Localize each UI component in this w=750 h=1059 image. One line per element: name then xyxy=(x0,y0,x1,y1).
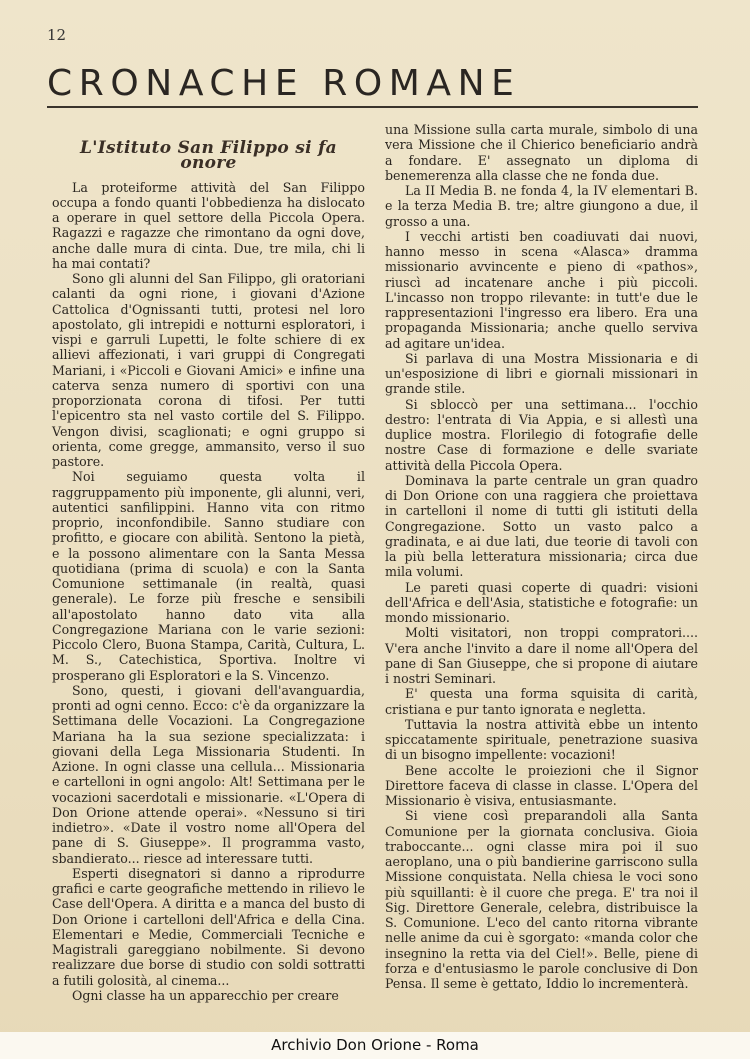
archive-footer xyxy=(0,1032,750,1059)
paragraph: Ogni classe ha un apparecchio per creare xyxy=(72,987,339,1003)
paragraph: Molti visitatori, non troppi compratori.... V'era anche l'invito a dare il nome all'Opera del pane di San Giuseppe, che si propone di aiutare i nostri Seminari. xyxy=(385,625,698,686)
paragraph: Bene accolte le proiezioni che il Signor Direttore faceva di classe in classe. L'Opera del Missionario è visiva, entusiasmante. xyxy=(385,762,698,808)
paragraph: Esperti disegnatori si danno a riprodurre grafici e carte geografiche mettendo in rilievo le Case dell'Opera. A diritta e a manca del busto di Don Orione i cartelloni dell'Africa e della Cina. Elementari e Medie, Commerciali Tecniche e Magistrali gareggiano nobilmente. Si devono realizzare due borse di studio con soldi sottratti a futili golosità, al cinema... xyxy=(52,865,365,988)
paragraph: Si sbloccò per una settimana... l'occhio destro: l'entrata di Via Appia, e si allestì una duplice mostra. Florilegio di fotografie delle nostre Case di formazione e delle svariate attività della Piccola Opera. xyxy=(385,396,698,473)
paragraph: Si parlava di una Mostra Missionaria e di un'esposizione di libri e giornali missionari in grande stile. xyxy=(385,350,698,397)
title-rule xyxy=(47,106,698,108)
paragraph: E' questa una forma squisita di carità, cristiana e pur tanto ignorata e negletta. xyxy=(385,686,698,717)
article-heading: L'Istituto San Filippo si fa onore xyxy=(79,138,338,174)
paragraph: La II Media B. ne fonda 4, la IV elementari B. e la terza Media B. tre; altre giungono a due, il grosso a una. xyxy=(385,183,698,229)
section-title: CRONACHE ROMANE xyxy=(47,63,521,104)
paragraph: Le pareti quasi coperte di quadri: visioni dell'Africa e dell'Asia, statistiche e fotografie: un mondo missionario. xyxy=(385,579,698,625)
paragraph: Sono gli alunni del San Filippo, gli oratoriani calanti da ogni rione, i giovani d'Azione Cattolica d'Ognissanti tutti, protesi nel loro apostolato, gli intrepidi e notturni esploratori, i vispi e garruli Lupetti, le folte schiere di ex allievi affezionati, i vari gruppi di Congregati Mariani, i «Piccoli e Giovani Amici» e infine una caterva senza numero di sportivi con una proporzionata corona di tifosi. Per tutti l'epicentro sta nel vasto cortile del S. Filippo. Vengon divisi, scaglionati; e ogni gruppo si orienta, come gregge, ammansito, verso il suo pastore. xyxy=(52,271,365,469)
paragraph: La proteiforme attività del San Filippo occupa a fondo quanti l'obbedienza ha dislocato a operare in quel settore della Piccola Opera. Ragazzi e ragazze che rimontano da ogni dove, anche dalle mura di cinta. Due, tre mila, chi li ha mai contati? xyxy=(52,179,365,271)
paragraph: I vecchi artisti ben coadiuvati dai nuovi, hanno messo in scena «Alasca» dramma missionario avvincente e pieno di «pathos», riuscì ad incatenare anche i più piccoli. L'incasso non troppo rilevante: in tutt'e due le rappresentazioni l'ingresso era libero. Era una propaganda Missionaria; anche quello serviva ad agitare un'idea. xyxy=(385,228,698,351)
paragraph: una Missione sulla carta murale, simbolo di una vera Missione che il Chierico beneficiario andrà a fondare. E' assegnato un diploma di benemerenza alla classe che ne fonda due. xyxy=(385,122,698,183)
paragraph: Si viene così preparandoli alla Santa Comunione per la giornata conclusiva. Gioia traboccante... ogni classe mira poi il suo aeroplano, una o più bandierine garriscono sulla Missione conquistata. Nella chiesa le voci sono più squillanti: è il cuore che prega. E' tra noi il Sig. Direttore Generale, celebra, distribuisce la S. Comunione. L'eco del canto ritorna vibrante nelle anime da cui è sgorgato: «manda color che insegnino la retta via del Ciel!». Belle, piene di forza e d'entusiasmo le parole conclusive di Don Pensa. Il seme è gettato, Iddio lo incrementerà. xyxy=(385,808,698,991)
paragraph: Dominava la parte centrale un gran quadro di Don Orione con una raggiera che proiettava in cartelloni il nome di tutti gli istituti della Congregazione. Sotto un vasto palco a gradinata, e ai due lati, due teorie di tavoli con la più bella letteratura missionaria; circa due mila volumi. xyxy=(385,472,698,580)
paragraph: Noi seguiamo questa volta il raggruppamento più imponente, gli alunni, veri, autentici sanfilippini. Hanno vita con ritmo proprio, inconfondibile. Sanno studiare con profitto, e giocare con abilità. Sentono la pietà, e la possono alimentare con la Santa Messa quotidiana (prima di scuola) e con la Santa Comunione settimanale (in realtà, quasi generale). Le forze più fresche e sensibili all'apostolato hanno dato vita alla Congregazione Mariana con le varie sezioni: Piccolo Clero, Buona Stampa, Carità, Cultura, L. M. S., Catechistica, Sportiva. Inoltre vi prosperano gli Esploratori e la S. Vincenzo. xyxy=(52,469,365,683)
right-column xyxy=(385,122,698,991)
page-number: 12 xyxy=(47,26,67,44)
paragraph: Tuttavia la nostra attività ebbe un intento spiccatamente spirituale, penetrazione suasiva di un bisogno impellente: vocazioni! xyxy=(385,716,698,763)
left-column xyxy=(52,138,365,1003)
archive-footer-text: Archivio Don Orione - Roma xyxy=(271,1036,479,1054)
paragraph: Sono, questi, i giovani dell'avanguardia, pronti ad ogni cenno. Ecco: c'è da organizzare la Settimana delle Vocazioni. La Congregazione Mariana ha la sua sezione specializzata: i giovani della Lega Missionaria Studenti. In Azione. In ogni classe una cellula... Missionaria e cartelloni in ogni angolo: Alt! Settimana per le vocazioni sacerdotali e missionarie. «L'Opera di Don Orione attende operai». «Nessuno si tiri indietro». «Date il vostro nome all'Opera del pane di S. Giuseppe». Il programma vasto, sbandierato... riesce ad interessare tutti. xyxy=(52,682,365,866)
